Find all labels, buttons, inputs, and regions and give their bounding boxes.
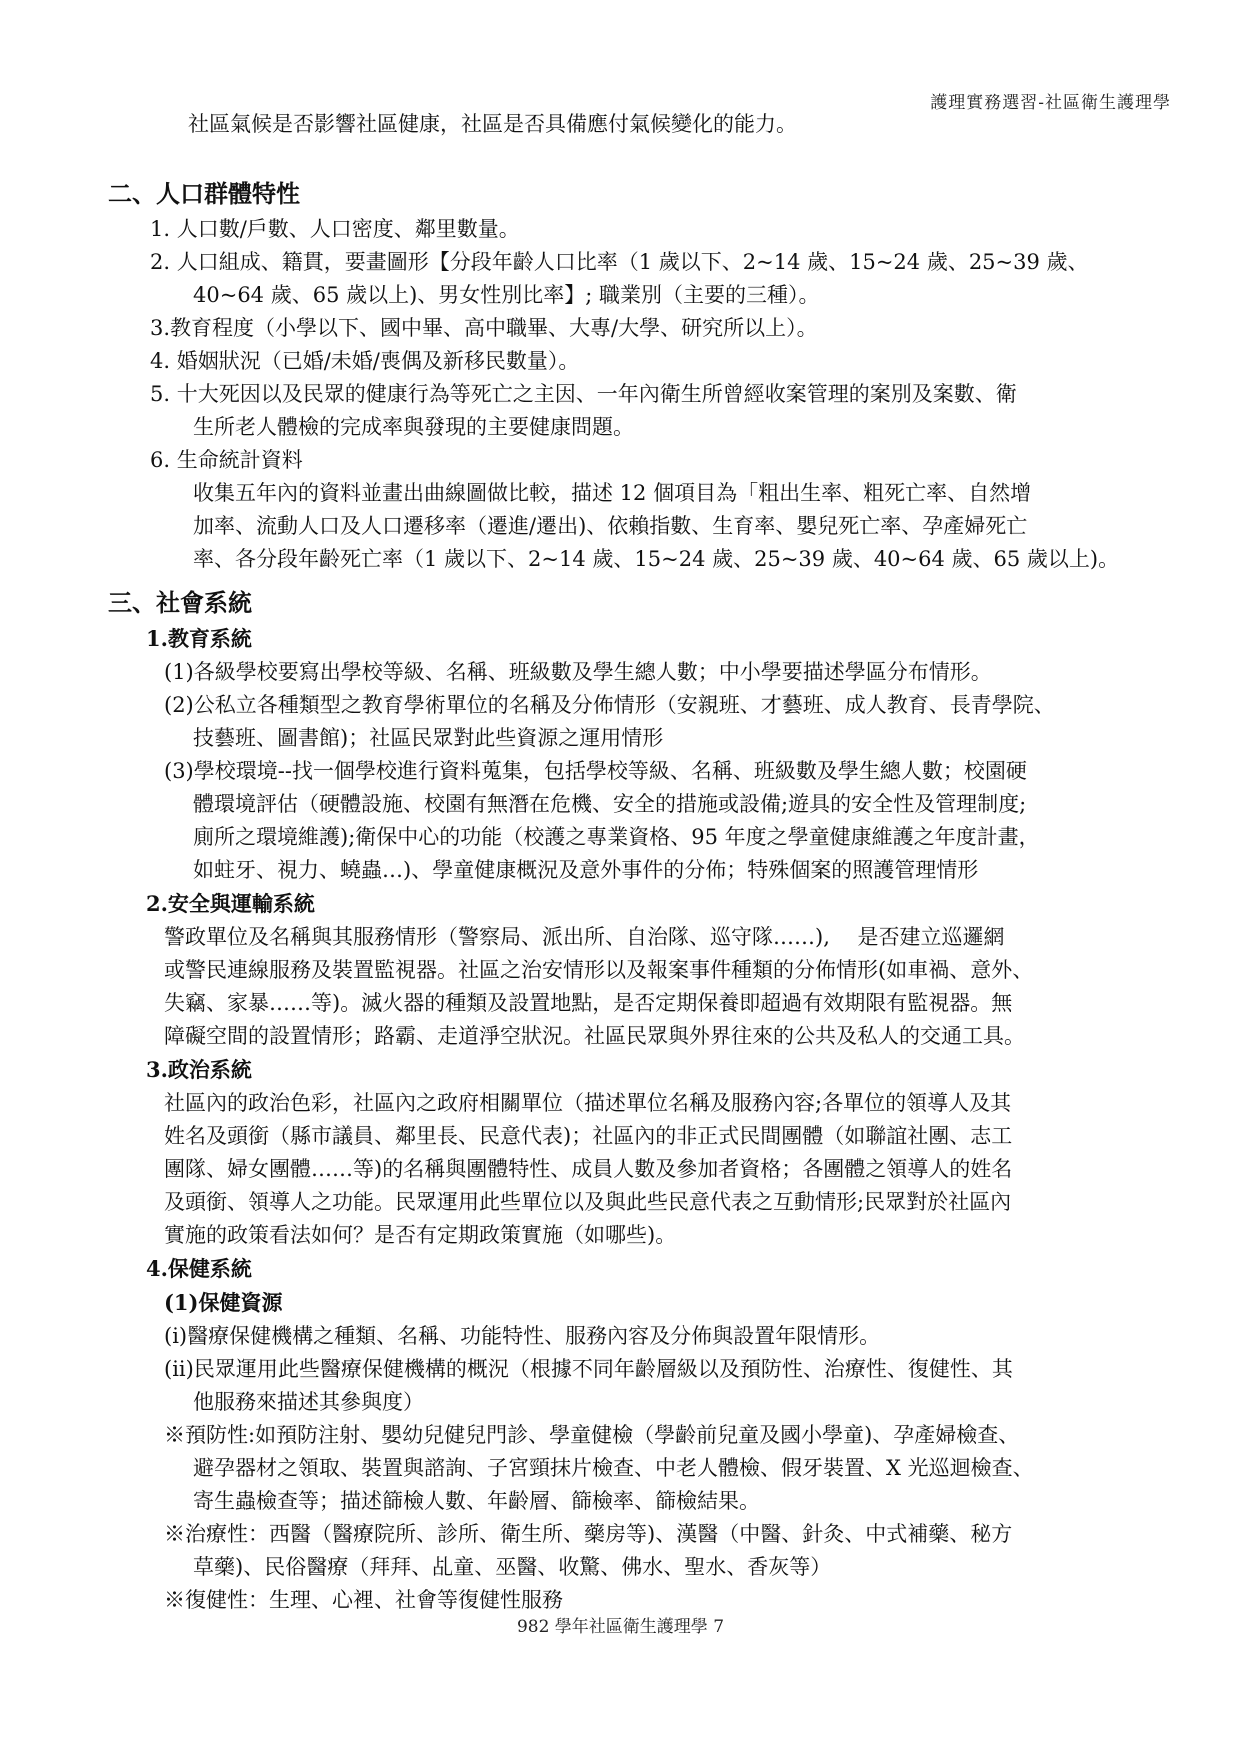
paragraph-line: 3.教育程度（小學以下、國中畢、高中職畢、大專/大學、研究所以上）。 <box>150 316 818 340</box>
paragraph-line: 5. 十大死因以及民眾的健康行為等死亡之主因、一年內衛生所曾經收案管理的案別及案數、衛 <box>150 382 1017 406</box>
paragraph-line: 加率、流動人口及人口遷移率（遷進/遷出)、依賴指數、生育率、嬰兒死亡率、孕產婦死亡 <box>193 514 1028 538</box>
running-header: 護理實務選習-社區衛生護理學 <box>930 93 1171 113</box>
paragraph-line: 及頭銜、領導人之功能。民眾運用此些單位以及與此些民意代表之互動情形;民眾對於社區內 <box>164 1190 1012 1214</box>
paragraph-line: 實施的政策看法如何？是否有定期政策實施（如哪些)。 <box>164 1223 677 1247</box>
paragraph-line: (i)醫療保健機構之種類、名稱、功能特性、服務內容及分佈與設置年限情形。 <box>164 1324 881 1348</box>
page-footer: 982 學年社區衛生護理學 7 <box>516 1617 725 1637</box>
paragraph-line: 率、各分段年齡死亡率（1 歲以下、2~14 歲、15~24 歲、25~39 歲、40~64 歲、65 歲以上)。 <box>193 547 1120 571</box>
page-content <box>108 108 1180 1617</box>
paragraph-line: ※治療性：西醫（醫療院所、診所、衛生所、藥房等)、漢醫（中醫、針灸、中式補藥、秘方 <box>164 1522 1013 1546</box>
paragraph-line: 6. 生命統計資料 <box>150 448 303 472</box>
paragraph-line: (2)公私立各種類型之教育學術單位的名稱及分佈情形（安親班、才藝班、成人教育、長青學院、 <box>164 693 1055 717</box>
paragraph-line: 團隊、婦女團體……等)的名稱與團體特性、成員人數及參加者資格；各團體之領導人的姓名 <box>164 1157 1013 1181</box>
subsection-heading-politics: 3.政治系統 <box>146 1057 252 1082</box>
intro-line: 社區氣候是否影響社區健康，社區是否具備應付氣候變化的能力。 <box>188 112 797 136</box>
paragraph-line: 收集五年內的資料並畫出曲線圖做比較，描述 12 個項目為「粗出生率、粗死亡率、自然增 <box>193 481 1032 505</box>
paragraph-line: 避孕器材之領取、裝置與諮詢、子宮頸抹片檢查、中老人體檢、假牙裝置、X 光巡迴檢查、 <box>193 1456 1034 1480</box>
paragraph-line: 生所老人體檢的完成率與發現的主要健康問題。 <box>193 415 634 439</box>
paragraph-line: 他服務來描述其參與度） <box>193 1390 424 1414</box>
paragraph-line: 社區內的政治色彩，社區內之政府相關單位（描述單位名稱及服務內容;各單位的領導人及其 <box>164 1091 1012 1115</box>
paragraph-line: 障礙空間的設置情形；路霸、走道淨空狀況。社區民眾與外界往來的公共及私人的交通工具。 <box>164 1024 1025 1048</box>
paragraph-line: 草藥)、民俗醫療（拜拜、乩童、巫醫、收驚、佛水、聖水、香灰等） <box>193 1555 832 1579</box>
paragraph-line: ※復健性：生理、心裡、社會等復健性服務 <box>164 1588 563 1612</box>
paragraph-line: 廁所之環境維護);衛保中心的功能（校護之專業資格、95 年度之學童健康維護之年度計畫， <box>193 825 1040 849</box>
paragraph-line: 1. 人口數/戶數、人口密度、鄰里數量。 <box>150 217 520 241</box>
paragraph-line: 40~64 歲、65 歲以上)、男女性別比率】; 職業別（主要的三種）。 <box>193 283 820 307</box>
section-heading-population: 二、人口群體特性 <box>108 180 300 208</box>
subsection-heading-education: 1.教育系統 <box>146 626 252 651</box>
paragraph-line: 或警民連線服務及裝置監視器。社區之治安情形以及報案事件種類的分佈情形(如車禍、意外、 <box>164 958 1034 982</box>
subsection-heading-health: 4.保健系統 <box>146 1256 252 1281</box>
paragraph-line: 警政單位及名稱與其服務情形（警察局、派出所、自治隊、巡守隊……), 是否建立巡邏網 <box>164 925 1005 949</box>
paragraph-line: (1)各級學校要寫出學校等級、名稱、班級數及學生總人數；中小學要描述學區分布情形。 <box>164 660 992 684</box>
section-heading-social: 三、社會系統 <box>108 589 252 617</box>
paragraph-line: 體環境評估（硬體設施、校園有無潛在危機、安全的措施或設備;遊具的安全性及管理制度; <box>193 792 1027 816</box>
paragraph-line: 4. 婚姻狀況（已婚/未婚/喪偶及新移民數量）。 <box>150 349 580 373</box>
paragraph-line: 姓名及頭銜（縣市議員、鄰里長、民意代表)；社區內的非正式民間團體（如聯誼社團、志工 <box>164 1124 1013 1148</box>
paragraph-line: ※預防性:如預防注射、嬰幼兒健兒門診、學童健檢（學齡前兒童及國小學童)、孕產婦檢查、 <box>164 1423 1020 1447</box>
paragraph-line: 失竊、家暴……等)。滅火器的種類及設置地點，是否定期保養即超過有效期限有監視器。無 <box>164 991 1013 1015</box>
paragraph-line: 2. 人口組成、籍貫，要畫圖形【分段年齡人口比率（1 歲以下、2~14 歲、15~24 歲、25~39 歲、 <box>150 250 1089 274</box>
paragraph-line: 技藝班、圖書館)；社區民眾對此些資源之運用情形 <box>193 726 664 750</box>
paragraph-line: 寄生蟲檢查等；描述篩檢人數、年齡層、篩檢率、篩檢結果。 <box>193 1489 760 1513</box>
sub-subsection-heading-health-resources: (1)保健資源 <box>164 1290 283 1315</box>
paragraph-line: (3)學校環境--找一個學校進行資料蒐集，包括學校等級、名稱、班級數及學生總人數；校園硬 <box>164 759 1027 783</box>
paragraph-line: 如蛀牙、視力、蟯蟲…)、學童健康概況及意外事件的分佈；特殊個案的照護管理情形 <box>193 858 979 882</box>
paragraph-line: (ii)民眾運用此些醫療保健機構的概況（根據不同年齡層級以及預防性、治療性、復健性、其 <box>164 1357 1013 1381</box>
subsection-heading-safety: 2.安全與運輸系統 <box>146 891 315 916</box>
